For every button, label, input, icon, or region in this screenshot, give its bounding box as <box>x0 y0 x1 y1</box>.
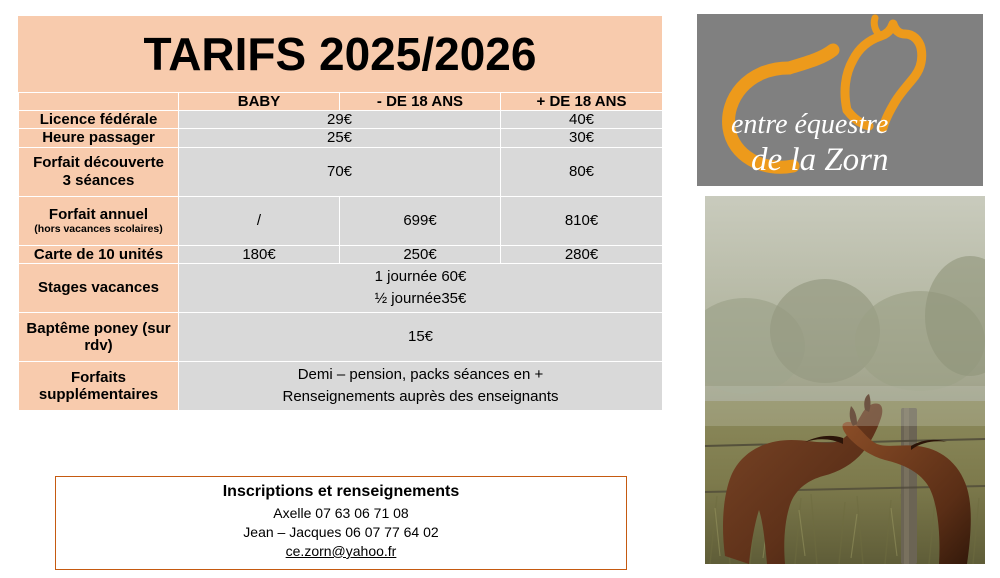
row-value-full <box>179 361 663 410</box>
row-label: Carte de 10 unités <box>19 245 179 263</box>
table-row <box>19 111 663 129</box>
row-value-line1: 1 journée 60€ <box>374 268 467 285</box>
row-value-baby: 180€ <box>179 245 340 263</box>
row-value-plus: 80€ <box>501 147 663 196</box>
row-value-baby-moins: 29€ <box>179 111 501 129</box>
table-row <box>19 312 663 361</box>
logo-box <box>697 14 983 186</box>
horses-photo-illustration <box>705 196 985 564</box>
table-row <box>19 263 663 312</box>
row-value-baby-moins: 70€ <box>179 147 501 196</box>
tarifs-sheet <box>18 16 662 411</box>
tarifs-table <box>18 92 663 411</box>
row-label-sub: (hors vacances scolaires) <box>34 223 163 236</box>
row-value-baby-moins: 25€ <box>179 129 501 147</box>
row-value-plus: 40€ <box>501 111 663 129</box>
row-label-line1: Baptême poney (sur <box>26 319 171 337</box>
row-label: Licence fédérale <box>19 111 179 129</box>
row-value-plus: 810€ <box>501 196 663 245</box>
row-value-moins: 699€ <box>340 196 501 245</box>
row-value-moins: 250€ <box>340 245 501 263</box>
row-value-line1: Demi – pension, packs séances en + <box>297 366 544 383</box>
row-value-line2: ½ journée35€ <box>374 289 467 307</box>
table-header-plus18: + DE 18 ANS <box>501 93 663 111</box>
logo-text-line1: entre équestre <box>731 109 889 140</box>
title-band <box>18 16 662 92</box>
row-label-line1: Forfaits <box>70 368 126 386</box>
contact-title: Inscriptions et renseignements <box>222 483 460 500</box>
table-row <box>19 196 663 245</box>
contact-phone-axelle: Axelle 07 63 06 71 08 <box>273 505 409 521</box>
table-row <box>19 129 663 147</box>
row-label <box>19 312 179 361</box>
contact-email[interactable]: ce.zorn@yahoo.fr <box>285 542 397 559</box>
table-header-blank <box>19 93 179 111</box>
row-label <box>19 196 179 245</box>
logo-text-line2: de la Zorn <box>751 142 889 178</box>
row-label-main: Forfait annuel <box>48 205 149 223</box>
horses-photo <box>705 196 985 564</box>
page-title: TARIFS 2025/2026 <box>143 28 537 80</box>
row-value-plus: 30€ <box>501 129 663 147</box>
row-value-plus: 280€ <box>501 245 663 263</box>
row-label: Heure passager <box>19 129 179 147</box>
row-value-line1: 15€ <box>407 327 434 345</box>
row-value-line2: Renseignements auprès des enseignants <box>282 387 559 405</box>
table-header-baby: BABY <box>179 93 340 111</box>
table-header-row <box>19 93 663 111</box>
row-label-line2: 3 séances <box>62 171 135 189</box>
contact-phone-jeanjacques: Jean – Jacques 06 07 77 64 02 <box>243 523 439 540</box>
row-label <box>19 147 179 196</box>
row-label-line2: rdv) <box>84 336 113 354</box>
row-label <box>19 361 179 410</box>
contact-box <box>55 476 627 570</box>
row-label-line1: Forfait découverte <box>33 154 164 172</box>
row-label-line2: supplémentaires <box>38 385 159 403</box>
row-value-full <box>179 263 663 312</box>
row-value-full <box>179 312 663 361</box>
row-label: Stages vacances <box>19 263 179 312</box>
table-header-moins18: - DE 18 ANS <box>340 93 501 111</box>
table-row <box>19 147 663 196</box>
table-row <box>19 245 663 263</box>
table-row <box>19 361 663 410</box>
row-value-baby: / <box>179 196 340 245</box>
